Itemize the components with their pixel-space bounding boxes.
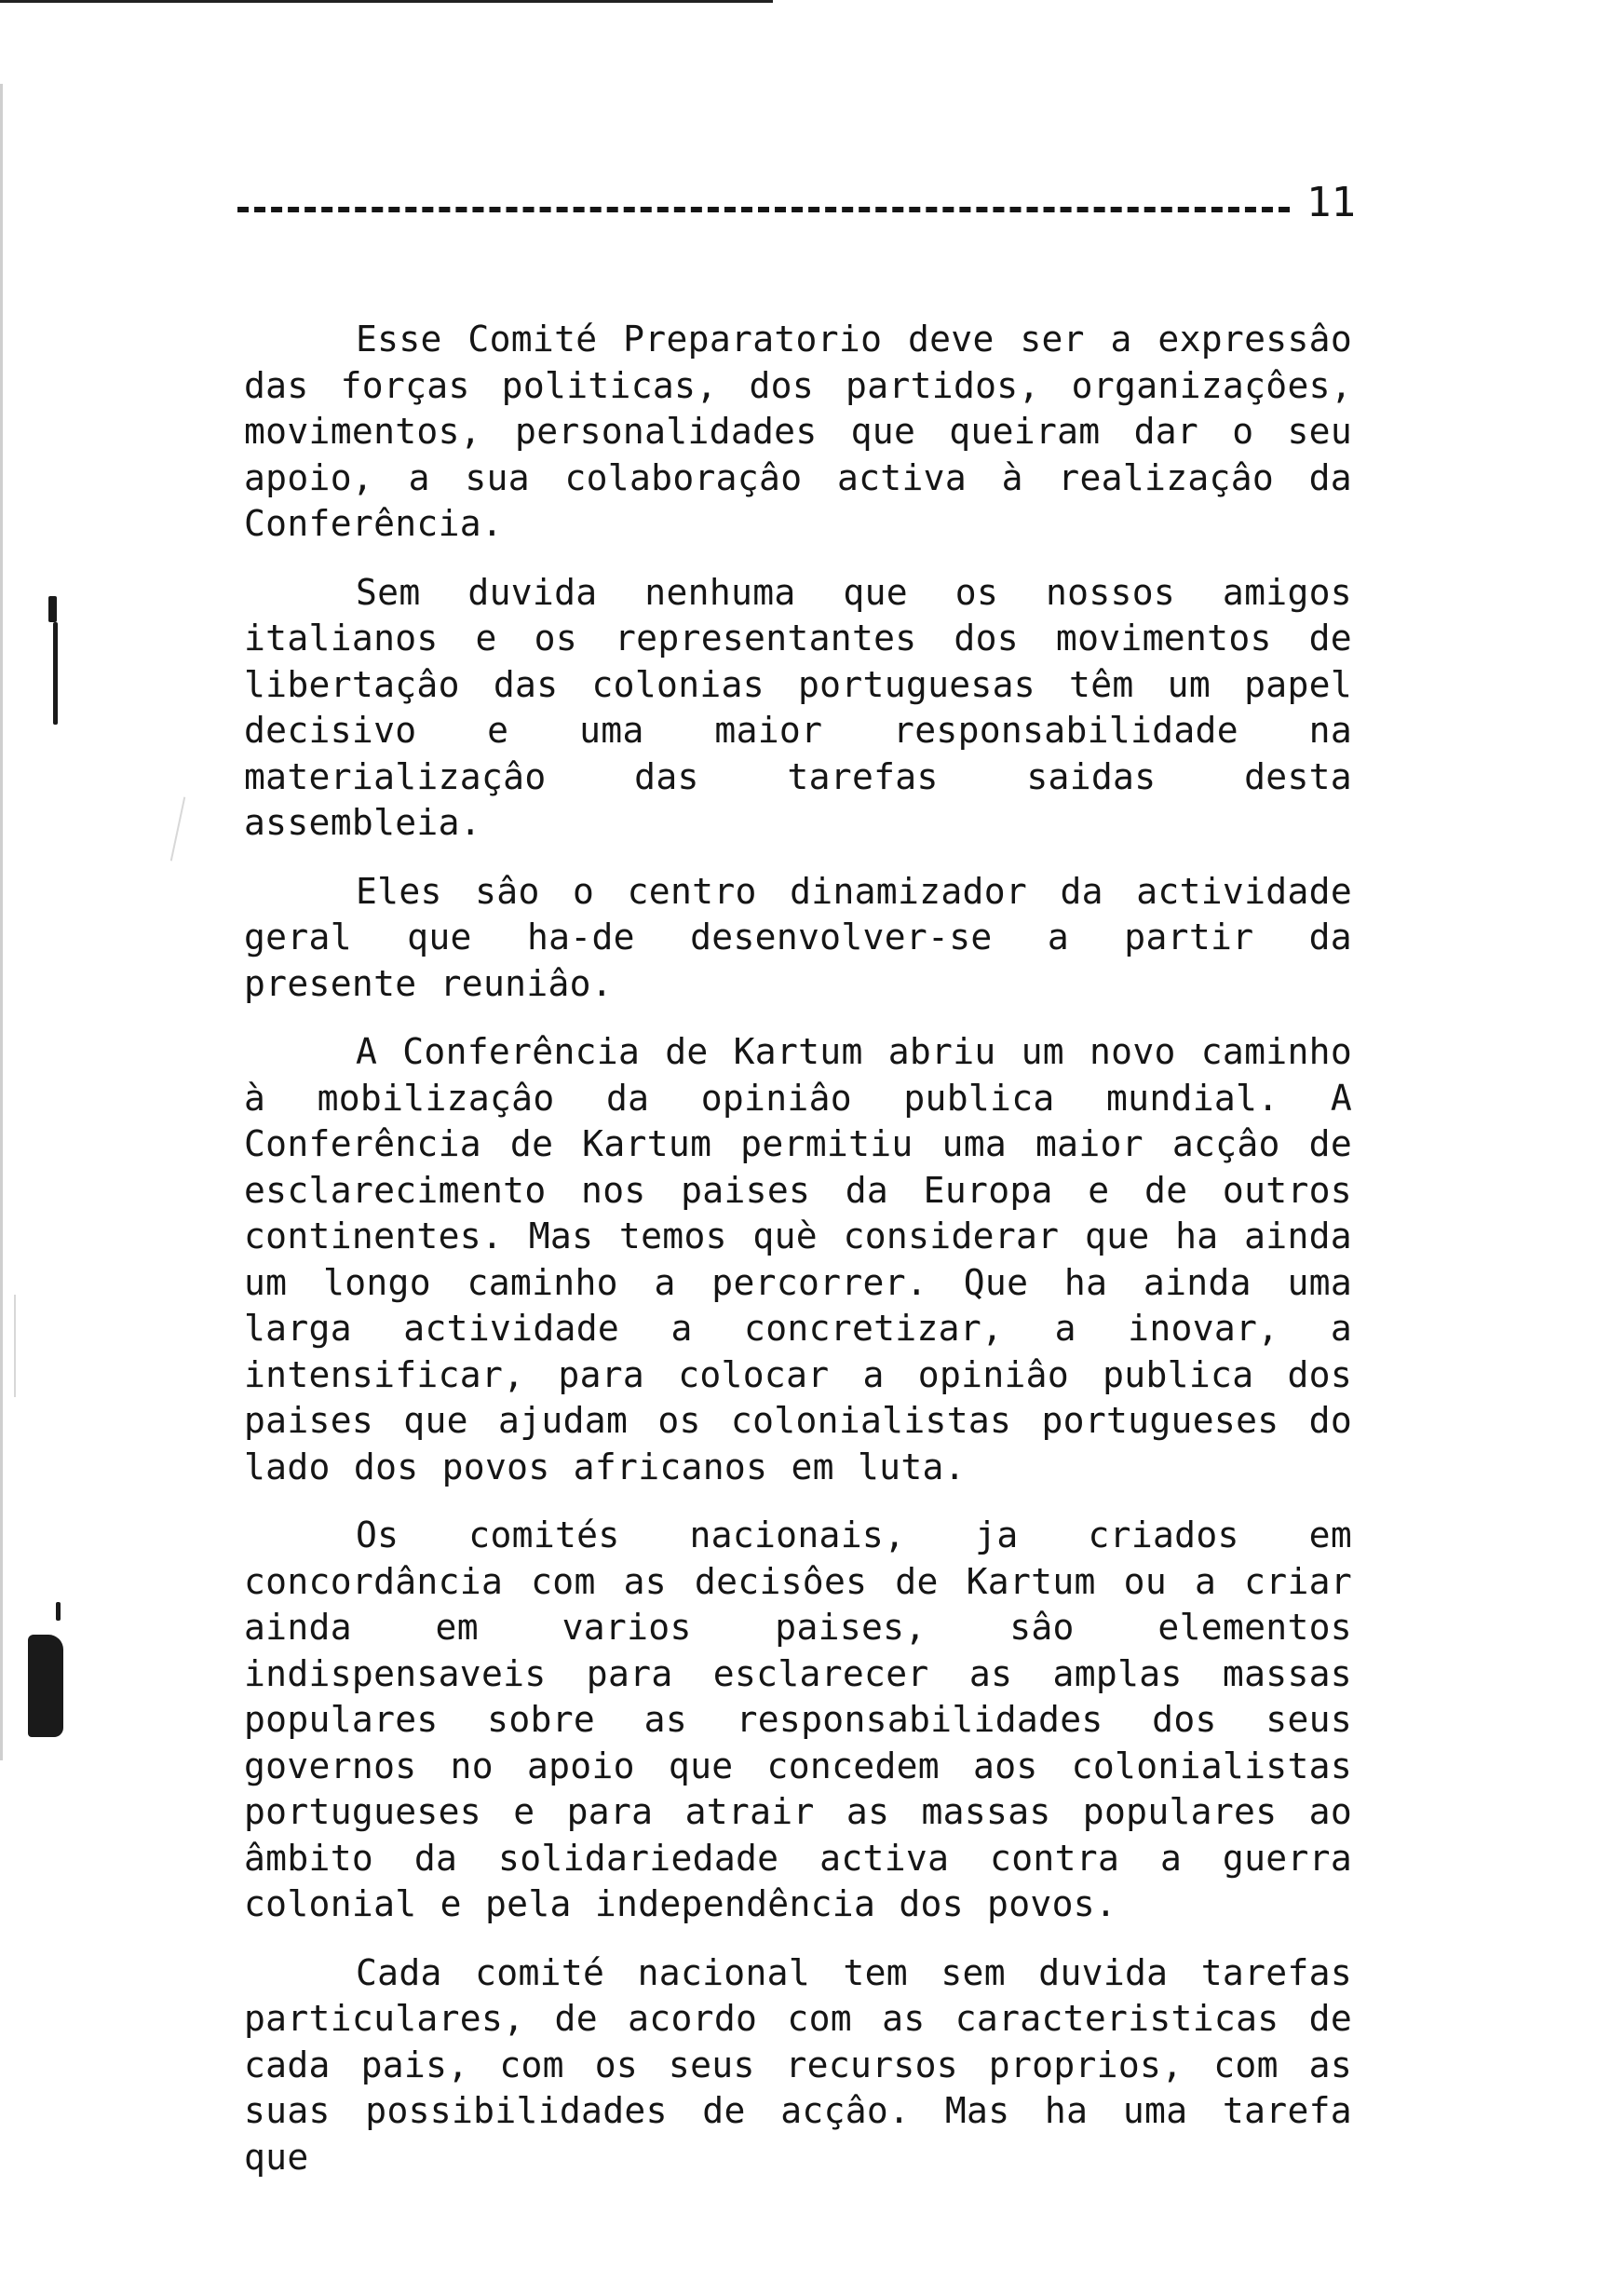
paragraph-conferencia-kartum: [244, 1029, 1352, 1490]
paragraph-comites-nacionais: [244, 1513, 1352, 1928]
paragraph-text: Os comités nacionais, ja criados em concordância com as decisôes de Kartum ou a criar ainda em varios paises, sâo elementos indispensaveis para esclarecer as amplas massas populares sobre as responsabilidades dos seus governos no apoio que concedem aos colonialistas portugueses e para atrair as massas populares ao âmbito da solidariedade activa contra a guerra colonial e pela independência dos povos.: [244, 1514, 1352, 1924]
page-left-edge: [0, 84, 3, 1760]
binding-mark-upper-tail: [53, 622, 58, 725]
binding-mark-upper: [48, 596, 57, 622]
page-header: [237, 166, 1355, 240]
margin-scratch: [170, 797, 186, 862]
paragraph-text: Eles sâo o centro dinamizador da actividade geral que ha-de desenvolver-se a partir da presente reuniâo.: [244, 870, 1352, 1004]
paragraph-text: Cada comité nacional tem sem duvida tarefas particulares, de acordo com as caracteristicas de cada pais, com os seus recursos proprios, com as suas possibilidades de acçâo. Mas ha uma tarefa que: [244, 1951, 1352, 2178]
paragraph-text: Sem duvida nenhuma que os nossos amigos italianos e os representantes dos movimentos de libertaçâo das colonias portuguesas têm um papel decisivo e uma maior responsabilidade na materializaçâo das tarefas saidas desta assembleia.: [244, 571, 1352, 843]
paragraph-text: Esse Comité Preparatorio deve ser a expressâo das forças politicas, dos partidos, organizaçôes, movimentos, personalidades que queiram dar o seu apoio, a sua colaboraçâo activa à realizaçâo da Conferência.: [244, 319, 1352, 544]
header-dash-rule: [237, 207, 1290, 212]
paragraph-text: A Conferência de Kartum abriu um novo caminho à mobilizaçâo da opiniâo publica mundial. A Conferência de Kartum permitiu uma maior acçâo de esclarecimento nos paises da Europa e de outros continentes. Mas temos què considerar que ha ainda um longo caminho a percorrer. Que ha ainda uma larga actividade a concretizar, a inovar, a intensificar, para colocar a opiniâo publica dos paises que ajudam os colonialistas portugueses do lado dos povos africanos em luta.: [244, 1031, 1352, 1487]
document-body: [244, 317, 1352, 2203]
paragraph-cada-comite: [244, 1950, 1352, 2181]
paragraph-comite-preparatorio: [244, 317, 1352, 548]
paragraph-amigos-italianos: [244, 570, 1352, 847]
top-edge-rule: [0, 0, 773, 3]
paragraph-centro-dinamizador: [244, 869, 1352, 1008]
page-number: 11: [1306, 179, 1356, 226]
binding-mark-lower: [28, 1635, 63, 1737]
margin-scratch-lower: [14, 1295, 16, 1397]
binding-mark-lower-tick: [56, 1602, 61, 1621]
